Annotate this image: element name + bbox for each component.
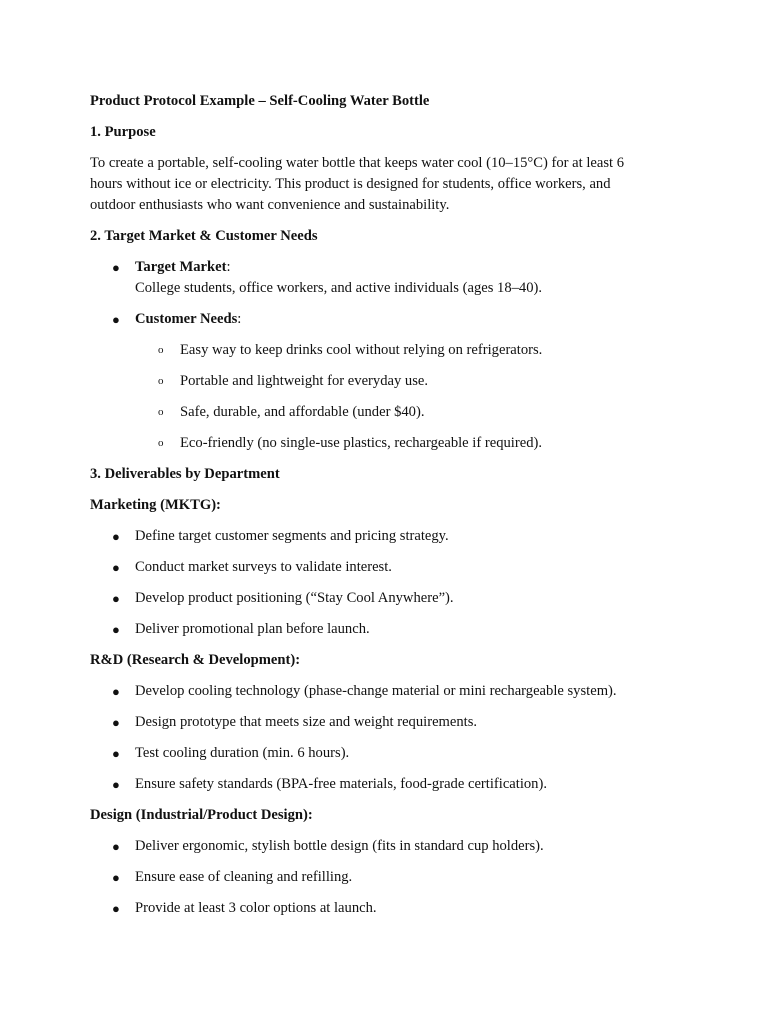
customer-needs-label: Customer Needs (135, 311, 238, 327)
bullet-icon: ● (112, 715, 120, 730)
bullet-icon: ● (112, 684, 120, 699)
section-heading-deliverables: 3. Deliverables by Department (90, 466, 280, 482)
list-item: Develop cooling technology (phase-change material or mini rechargeable system). (135, 683, 617, 699)
circle-bullet-icon: o (158, 375, 164, 387)
subheading-design: Design (Industrial/Product Design): (90, 807, 313, 823)
list-item: Provide at least 3 color options at launch. (135, 900, 377, 916)
list-item-customer-needs: Customer Needs: (135, 311, 242, 327)
bullet-icon: ● (112, 312, 120, 327)
subheading-rnd: R&D (Research & Development): (90, 652, 301, 668)
bullet-icon: ● (112, 529, 120, 544)
bullet-icon: ● (112, 591, 120, 606)
bullet-icon: ● (112, 901, 120, 916)
list-item: Ensure safety standards (BPA-free materials, food-grade certification). (135, 776, 547, 792)
bullet-icon: ● (112, 777, 120, 792)
list-item: Easy way to keep drinks cool without relying on refrigerators. (180, 342, 543, 358)
bullet-icon: ● (112, 260, 120, 275)
bullet-icon: ● (112, 839, 120, 854)
circle-bullet-icon: o (158, 406, 164, 418)
section-heading-purpose: 1. Purpose (90, 124, 156, 140)
list-item-target-market: Target Market: (135, 259, 231, 275)
list-item: Develop product positioning (“Stay Cool Anywhere”). (135, 590, 454, 606)
target-market-text: College students, office workers, and active individuals (ages 18–40). (135, 280, 543, 296)
target-market-label: Target Market (135, 259, 227, 275)
list-item: Design prototype that meets size and weight requirements. (135, 714, 478, 730)
purpose-text-line: hours without ice or electricity. This product is designed for students, office workers, and (90, 176, 611, 192)
list-item: Eco-friendly (no single-use plastics, rechargeable if required). (180, 435, 542, 451)
subheading-marketing: Marketing (MKTG): (90, 497, 221, 513)
section-heading-market: 2. Target Market & Customer Needs (90, 228, 318, 244)
list-item: Conduct market surveys to validate interest. (135, 559, 392, 575)
bullet-icon: ● (112, 622, 120, 637)
list-item: Safe, durable, and affordable (under $40). (180, 404, 425, 420)
list-item: Deliver ergonomic, stylish bottle design (fits in standard cup holders). (135, 838, 544, 854)
list-item: Define target customer segments and pricing strategy. (135, 528, 449, 544)
bullet-icon: ● (112, 560, 120, 575)
purpose-text-line: outdoor enthusiasts who want convenience and sustainability. (90, 197, 450, 213)
circle-bullet-icon: o (158, 344, 164, 356)
list-item: Test cooling duration (min. 6 hours). (135, 745, 350, 761)
circle-bullet-icon: o (158, 437, 164, 449)
purpose-text-line: To create a portable, self-cooling water bottle that keeps water cool (10–15°C) for at least 6 (90, 155, 625, 171)
document-title: Product Protocol Example – Self-Cooling Water Bottle (90, 93, 430, 109)
list-item: Deliver promotional plan before launch. (135, 621, 370, 637)
list-item: Portable and lightweight for everyday use. (180, 373, 429, 389)
bullet-icon: ● (112, 870, 120, 885)
bullet-icon: ● (112, 746, 120, 761)
list-item: Ensure ease of cleaning and refilling. (135, 869, 353, 885)
